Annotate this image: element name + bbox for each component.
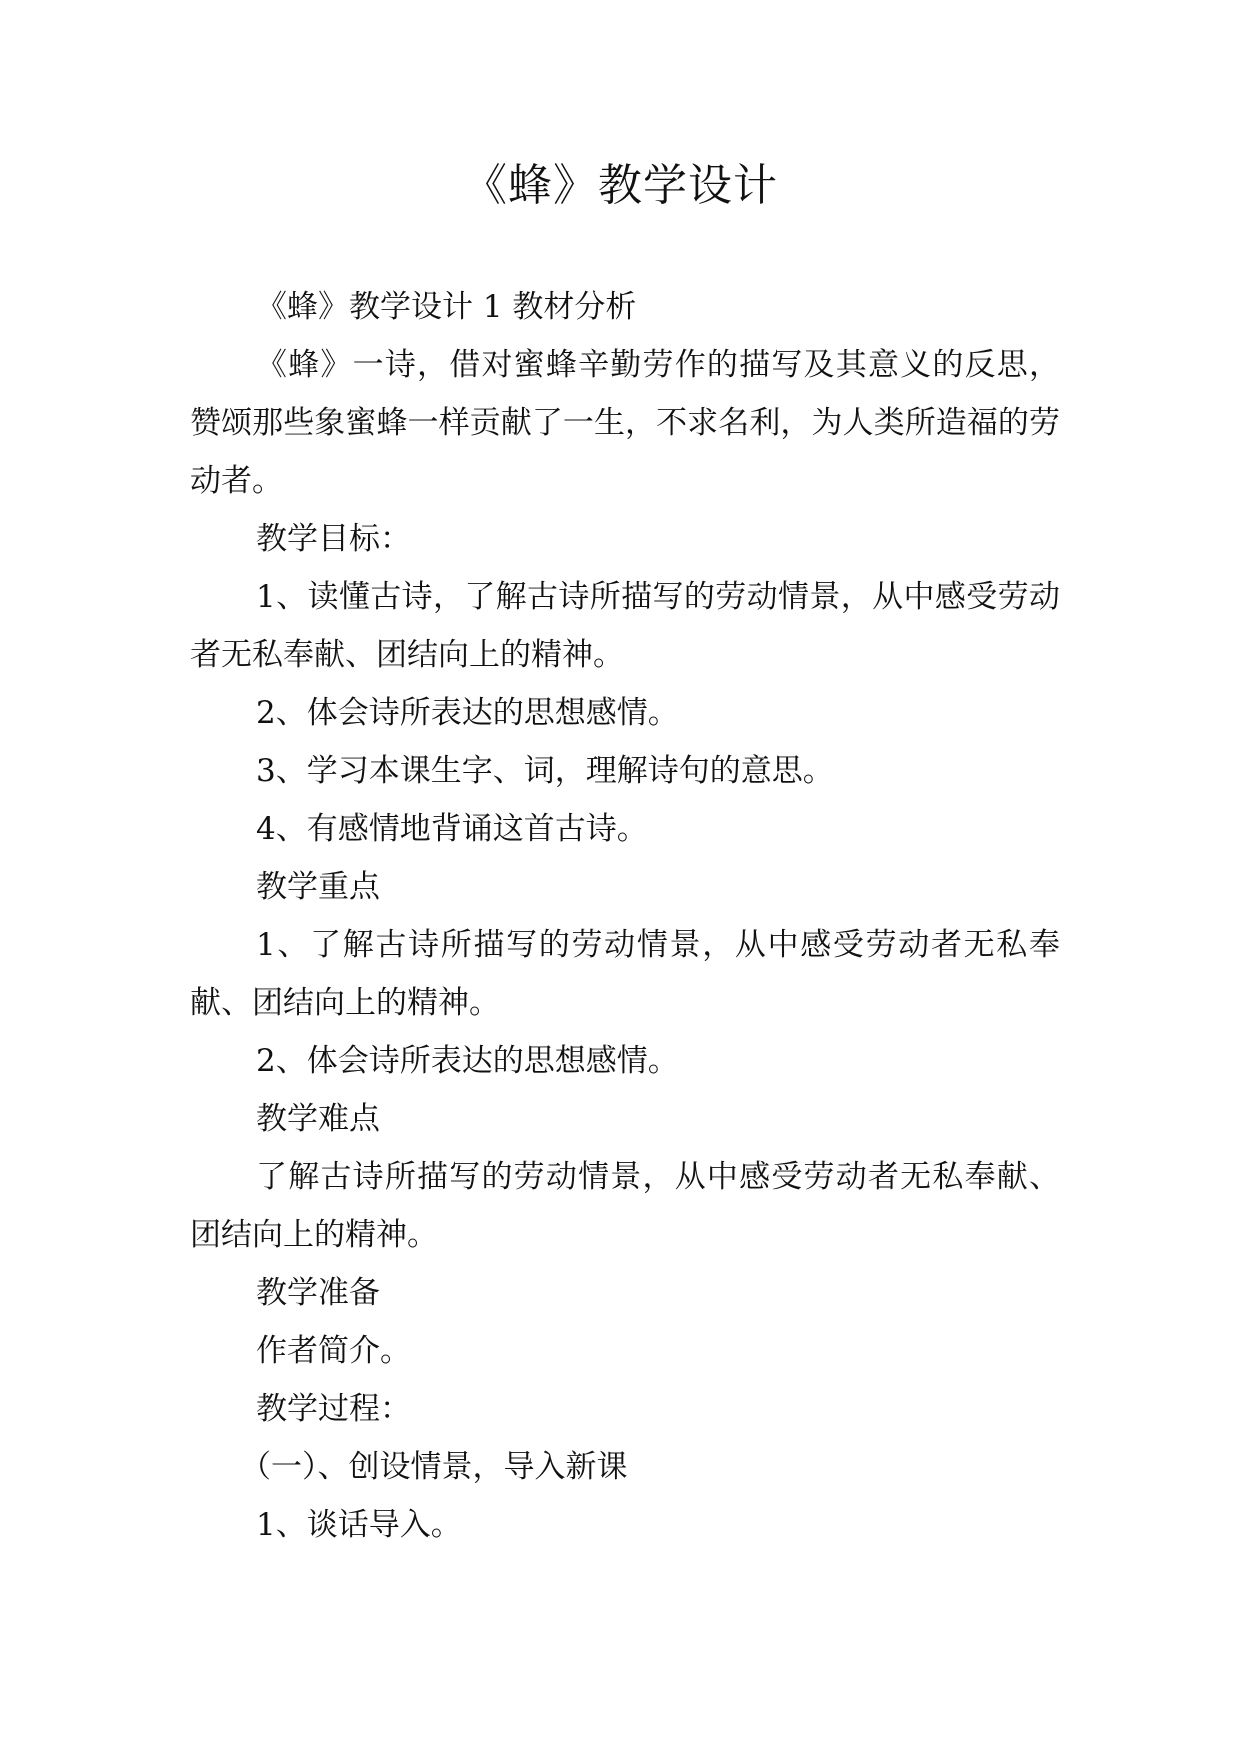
paragraph-difficulty: 了解古诗所描写的劳动情景，从中感受劳动者无私奉献、团结向上的精神。 — [190, 1159, 1060, 1253]
paragraph-key-point-1: 1、了解古诗所描写的劳动情景，从中感受劳动者无私奉献、团结向上的精神。 — [190, 927, 1060, 1021]
paragraph-key-point-2: 2、体会诗所表达的思想感情。 — [256, 1043, 679, 1079]
paragraph-objective-1: 1、读懂古诗，了解古诗所描写的劳动情景，从中感受劳动者无私奉献、团结向上的精神。 — [190, 579, 1060, 673]
paragraph-process-step-1: （一）、创设情景，导入新课 — [240, 1449, 628, 1485]
paragraph-objectives-heading: 教学目标： — [256, 521, 411, 557]
paragraph-process-heading: 教学过程： — [256, 1391, 411, 1427]
paragraph-objective-3: 3、学习本课生字、词，理解诗句的意思。 — [256, 753, 834, 789]
paragraph-heading-1: 《蜂》教学设计 1 教材分析 — [256, 289, 637, 325]
paragraph-difficulty-heading: 教学难点 — [256, 1101, 380, 1137]
paragraph-objective-4: 4、有感情地背诵这首古诗。 — [256, 811, 648, 847]
paragraph-analysis: 《蜂》一诗，借对蜜蜂辛勤劳作的描写及其意义的反思，赞颂那些象蜜蜂一样贡献了一生，不求名利，为人类所造福的劳动者。 — [190, 347, 1060, 499]
paragraph-key-points-heading: 教学重点 — [256, 869, 380, 905]
document-body — [190, 278, 1060, 1554]
document-title: 《蜂》教学设计 — [463, 160, 778, 211]
paragraph-process-substep-1: 1、谈话导入。 — [256, 1507, 462, 1543]
paragraph-objective-2: 2、体会诗所表达的思想感情。 — [256, 695, 679, 731]
paragraph-preparation: 作者简介。 — [256, 1333, 411, 1369]
paragraph-preparation-heading: 教学准备 — [256, 1275, 380, 1311]
